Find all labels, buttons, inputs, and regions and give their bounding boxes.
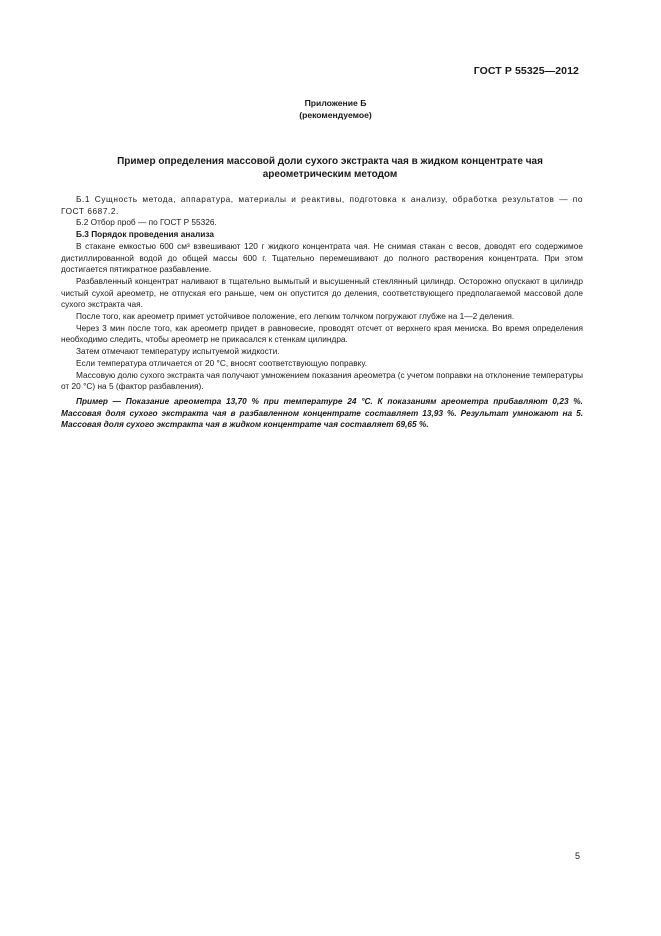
paragraph-b3-heading: Б.3 Порядок проведения анализа <box>76 229 214 240</box>
document-body <box>61 194 583 431</box>
section-title <box>70 155 590 181</box>
paragraph-cylinder: Разбавленный концентрат наливают в тщательно вымытый и высушенный стеклянный цилиндр. Осторожно опускают в цилиндр чистый сухой ареометр, не отпуская его раньше, чем он опустится до деления, соответствующего предполагаемой массовой доле сухого экстракта чая. <box>61 275 583 310</box>
title-line-2: ареометрическим методом <box>262 169 398 180</box>
paragraph-b2: Б.2 Отбор проб — по ГОСТ Р 55326. <box>76 217 217 228</box>
paragraph-immersion: После того, как ареометр примет устойчивое положение, его легким толчком погружают глубже на 1—2 деления. <box>76 311 515 322</box>
document-code: ГОСТ Р 55325—2012 <box>473 65 579 77</box>
paragraph-calculation: Массовую долю сухого экстракта чая получают умножением показания ареометра (с учетом поправки на отклонение температуры от 20 °С) на 5 (фактор разбавления). <box>61 369 583 392</box>
annex-label: Приложение Б <box>304 98 367 108</box>
page-number: 5 <box>574 851 580 861</box>
annex-status: (рекомендуемое) <box>299 109 372 120</box>
paragraph-temperature: Затем отмечают температуру испытуемой жидкости. <box>76 346 280 357</box>
paragraph-reading: Через 3 мин после того, как ареометр придет в равновесие, проводят отсчет от верхнего края мениска. Во время определения необходимо следить, чтобы ареометр не прикасался к стенкам цилиндра. <box>61 322 583 345</box>
annex-heading <box>0 98 661 121</box>
title-line-1: Пример определения массовой доли сухого экстракта чая в жидком концентрате чая <box>117 156 543 167</box>
paragraph-correction: Если температура отличается от 20 °С, вносят соответствующую поправку. <box>76 357 367 368</box>
paragraph-b1: Б.1 Сущность метода, аппаратура, материалы и реактивы, подготовка к анализу, обработка результатов — по ГОСТ 6687.2. <box>61 194 583 216</box>
paragraph-sample-prep: В стакане емкостью 600 см³ взвешивают 120 г жидкого концентрата чая. Не снимая стакан с весов, доводят его содержимое дистиллированной водой до общей массы 600 г. Тщательно перемешивают до полного растворения концентрата. При этом достигается пятикратное разбавление. <box>61 240 583 275</box>
example-paragraph: Пример — Показание ареометра 13,70 % при температуре 24 °С. К показаниям ареометра прибавляют 0,23 %. Массовая доля сухого экстракта чая в разбавленном концентрате составляет 13,93 %. Результат умножают на 5. Массовая доля сухого экстракта чая в жидком концентрате чая составляет 69,65 %. <box>61 395 583 430</box>
